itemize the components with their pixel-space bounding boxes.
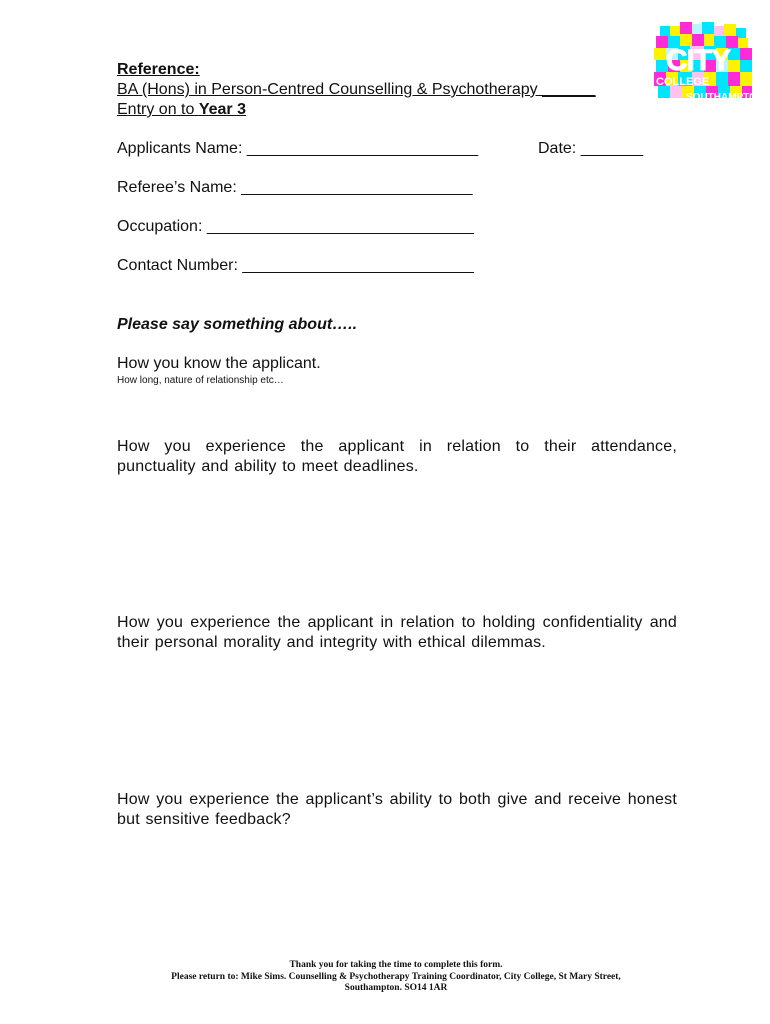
- footer-return-address: Please return to: Mike Sims. Counselling & Psychotherapy Training Coordinator, City College, St Mary Street,: [171, 971, 621, 982]
- applicant-name-field[interactable]: Applicants Name: __________________________: [117, 140, 479, 157]
- svg-text:COLLEGE: COLLEGE: [656, 76, 710, 88]
- course-line: BA (Hons) in Person-Centred Counselling & Psychotherapy ______: [117, 81, 596, 98]
- occupation-field[interactable]: Occupation: ______________________________: [117, 218, 474, 235]
- question-attendance: How you experience the applicant in relation to their attendance, punctuality and ability to meet deadlines.: [117, 438, 677, 475]
- section-intro: Please say something about…..: [117, 316, 358, 333]
- entry-line: [117, 100, 246, 120]
- footer-postcode: Southampton. SO14 1AR: [344, 983, 448, 993]
- question-confidentiality: How you experience the applicant in relation to holding confidentiality and their personal morality and integrity with ethical dilemmas.: [117, 614, 677, 651]
- svg-text:SOUTHAMPTON: SOUTHAMPTON: [686, 92, 765, 103]
- city-college-southampton-logo: [654, 22, 765, 108]
- question-know-applicant: How you know the applicant.: [117, 355, 321, 372]
- entry-year: Year 3: [198, 101, 246, 118]
- reference-label: Reference:: [117, 61, 200, 78]
- date-field[interactable]: Date: _______: [538, 140, 643, 157]
- contact-number-field[interactable]: Contact Number: __________________________: [117, 257, 474, 274]
- entry-prefix: Entry on to: [117, 101, 199, 118]
- footer: [100, 960, 692, 995]
- svg-text:CITY: CITY: [665, 44, 731, 77]
- question-feedback: How you experience the applicant’s ability to both give and receive honest but sensitive feedback?: [117, 791, 677, 828]
- footer-thanks: Thank you for taking the time to complete this form.: [289, 960, 503, 970]
- referee-name-field[interactable]: Referee’s Name: __________________________: [117, 179, 473, 196]
- question-know-applicant-hint: How long, nature of relationship etc…: [117, 375, 284, 386]
